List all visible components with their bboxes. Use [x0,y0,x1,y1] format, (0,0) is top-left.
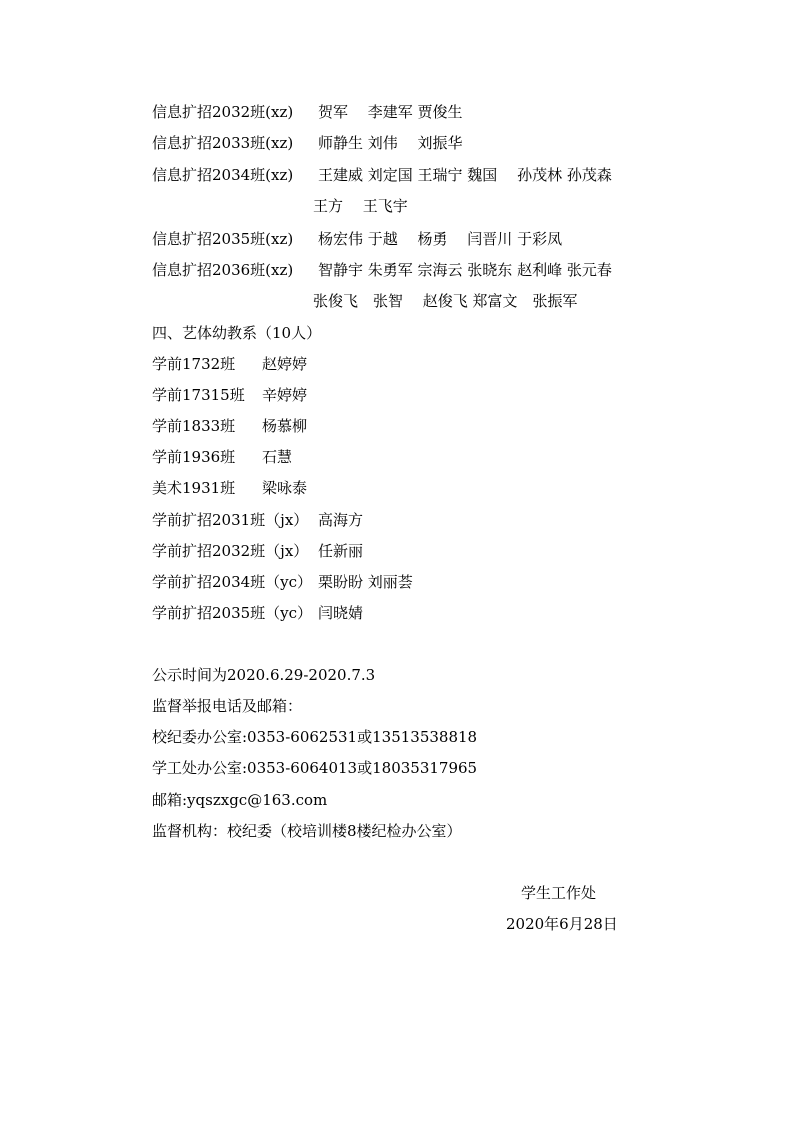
student-office-contact: 学工处办公室:0353-6064013或18035317965 [152,759,478,777]
student-names-continued: 王方 王飞宇 [313,197,408,215]
signature-department: 学生工作处 [521,884,597,902]
class-label: 学前1732班 [152,355,236,373]
student-names: 师静生 刘伟 刘振华 [318,134,463,152]
supervision-agency: 监督机构：校纪委（校培训楼8楼纪检办公室） [152,822,462,840]
student-names: 高海方 [318,511,364,529]
class-label: 学前扩招2032班（jx） [152,542,309,560]
class-label: 学前扩招2034班（yc） [152,573,313,591]
class-label: 信息扩招2035班(xz) [152,230,294,248]
student-names: 贺军 李建军 贾俊生 [318,103,463,121]
student-names: 辛婷婷 [262,386,308,404]
class-label: 学前17315班 [152,386,245,404]
class-label: 学前扩招2031班（jx） [152,511,309,529]
student-names: 梁咏泰 [262,479,308,497]
class-label: 学前1936班 [152,448,236,466]
student-names: 赵婷婷 [262,355,308,373]
publicity-period: 公示时间为2020.6.29-2020.7.3 [152,666,376,684]
class-label: 学前1833班 [152,417,236,435]
student-names-continued: 张俊飞 张智 赵俊飞 郑富文 张振军 [313,292,578,310]
discipline-office-contact: 校纪委办公室:0353-6062531或13513538818 [152,728,478,746]
class-label: 信息扩招2033班(xz) [152,134,294,152]
student-names: 石慧 [262,448,293,466]
section-heading: 四、艺体幼教系（10人） [152,324,322,342]
student-names: 闫晓婧 [318,604,364,622]
student-names: 智静宇 朱勇军 宗海云 张晓东 赵利峰 张元春 [318,261,612,279]
student-names: 任新丽 [318,542,364,560]
class-label: 信息扩招2034班(xz) [152,166,294,184]
class-label: 信息扩招2036班(xz) [152,261,294,279]
class-label: 学前扩招2035班（yc） [152,604,313,622]
student-names: 栗盼盼 刘丽荟 [318,573,413,591]
email-contact: 邮箱:yqszxgc@163.com [152,791,328,809]
student-names: 杨宏伟 于越 杨勇 闫晋川 于彩凤 [318,230,563,248]
class-label: 信息扩招2032班(xz) [152,103,294,121]
class-label: 美术1931班 [152,479,236,497]
student-names: 杨慕柳 [262,417,308,435]
supervision-intro: 监督举报电话及邮箱： [152,697,303,715]
student-names: 王建威 刘定国 王瑞宁 魏国 孙茂林 孙茂森 [318,166,612,184]
signature-date: 2020年6月28日 [506,915,618,933]
